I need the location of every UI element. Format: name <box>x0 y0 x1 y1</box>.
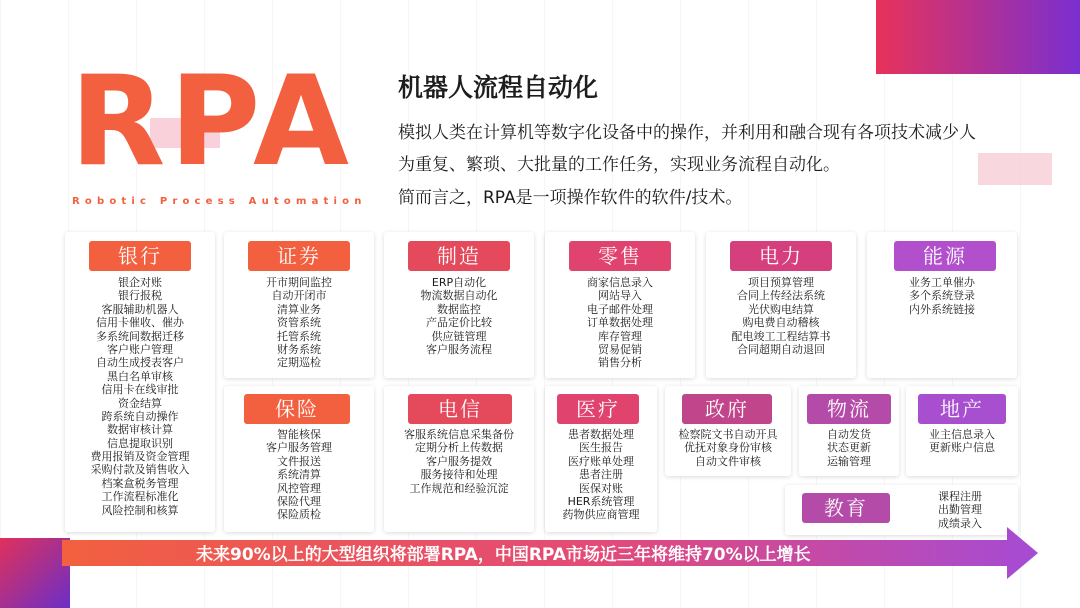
list-item: ERP自动化 <box>431 276 487 289</box>
item-list <box>545 276 695 370</box>
corner-gradient-top-right <box>876 0 1080 74</box>
rpa-logo-text: RPA <box>70 50 353 194</box>
list-item: 内外系统链接 <box>909 302 975 316</box>
page-title: 机器人流程自动化 <box>398 73 599 102</box>
list-item: 供应链管理 <box>431 329 487 343</box>
card-title: 教育 <box>802 493 890 523</box>
list-item: 药物供应商管理 <box>562 508 640 522</box>
item-list <box>224 428 374 522</box>
list-item: 物流数据自动化 <box>420 289 498 303</box>
list-item: 服务接待和处理 <box>420 468 498 482</box>
intro-line-3: 简而言之，RPA是一项操作软件的软件/技术。 <box>398 188 743 208</box>
item-list <box>224 276 374 370</box>
card-title: 物流 <box>807 394 891 424</box>
list-item: 自动发货 <box>827 428 871 441</box>
list-item: 医疗账单处理 <box>568 454 634 468</box>
list-item: 检察院文书自动开具 <box>678 428 778 441</box>
card-title: 银行 <box>89 241 191 271</box>
intro-line-1: 模拟人类在计算机等数字化设备中的操作，并利用和融合现有各项技术减少人 <box>398 123 976 143</box>
item-list <box>867 276 1017 316</box>
item-list <box>665 428 791 468</box>
card-power <box>706 232 856 378</box>
list-item: 银行报税 <box>118 289 162 303</box>
list-item: 患者注册 <box>579 468 623 482</box>
card-bank <box>65 232 215 532</box>
card-title: 政府 <box>682 394 772 424</box>
list-item: 优抚对象身份审核 <box>684 441 772 455</box>
pink-accent-block <box>978 153 1052 185</box>
list-item: 系统清算 <box>277 468 321 482</box>
list-item: 合同超期自动退回 <box>737 342 825 356</box>
footer-statement: 未来90%以上的大型组织将部署RPA，中国RPA市场近三年将维持70%以上增长 <box>196 545 811 565</box>
list-item: 出勤管理 <box>938 503 982 517</box>
list-item: 自动开闭市 <box>271 289 327 303</box>
list-item: HER系统管理 <box>567 494 635 508</box>
list-item: 客户服务流程 <box>426 342 492 356</box>
card-medical <box>545 386 657 532</box>
list-item: 网站导入 <box>598 289 642 303</box>
list-item: 客户服务管理 <box>266 441 332 455</box>
list-item: 库存管理 <box>598 329 642 343</box>
list-item: 客户账户管理 <box>107 342 173 356</box>
list-item: 客服辅助机器人 <box>101 302 179 316</box>
list-item: 信息提取识别 <box>107 436 173 450</box>
card-title: 医疗 <box>557 394 639 424</box>
list-item: 资管系统 <box>277 316 321 330</box>
item-list <box>920 490 1000 530</box>
list-item: 档案盒税务管理 <box>101 476 179 490</box>
list-item: 医保对账 <box>579 481 623 495</box>
list-item: 配电竣工工程结算书 <box>731 329 831 343</box>
list-item: 信用卡催收、催办 <box>96 316 184 330</box>
card-title: 地产 <box>918 394 1006 424</box>
card-title: 证券 <box>248 241 350 271</box>
list-item: 自动生成授表客户 <box>96 356 184 370</box>
list-item: 自动文件审核 <box>695 454 761 468</box>
card-telecom <box>384 386 534 532</box>
card-title: 能源 <box>894 241 996 271</box>
list-item: 客户服务提效 <box>426 454 492 468</box>
list-item: 跨系统自动操作 <box>101 409 179 423</box>
list-item: 文件报送 <box>277 454 321 468</box>
list-item: 购电费自动稽核 <box>742 316 820 330</box>
list-item: 工作规范和经验沉淀 <box>409 481 509 495</box>
list-item: 医生报告 <box>579 441 623 455</box>
list-item: 成绩录入 <box>938 516 982 530</box>
card-securities <box>224 232 374 378</box>
item-list <box>384 276 534 356</box>
list-item: 托管系统 <box>277 329 321 343</box>
list-item: 课程注册 <box>938 490 982 503</box>
item-list <box>706 276 856 356</box>
list-item: 黑白名单审核 <box>107 369 173 383</box>
card-title: 保险 <box>244 394 350 424</box>
list-item: 状态更新 <box>827 441 871 455</box>
list-item: 工作流程标准化 <box>101 490 179 504</box>
list-item: 多系统间数据迁移 <box>96 329 184 343</box>
list-item: 保险质检 <box>277 508 321 522</box>
list-item: 商家信息录入 <box>587 276 653 289</box>
list-item: 定期巡检 <box>277 356 321 370</box>
list-item: 资金结算 <box>118 396 162 410</box>
list-item: 信用卡在线审批 <box>101 383 179 397</box>
list-item: 采购付款及销售收入 <box>90 463 190 477</box>
list-item: 定期分析上传数据 <box>415 441 503 455</box>
card-logistics <box>799 386 899 476</box>
card-title: 制造 <box>408 241 510 271</box>
list-item: 合同上传经法系统 <box>737 289 825 303</box>
card-government <box>665 386 791 476</box>
list-item: 贸易促销 <box>598 342 642 356</box>
item-list <box>384 428 534 495</box>
list-item: 财务系统 <box>277 342 321 356</box>
list-item: 电子邮件处理 <box>587 302 653 316</box>
list-item: 更新账户信息 <box>929 441 995 455</box>
list-item: 开市期间监控 <box>266 276 332 289</box>
card-insurance <box>224 386 374 532</box>
item-list <box>906 428 1018 455</box>
list-item: 患者数据处理 <box>568 428 634 441</box>
intro-line-2: 为重复、繁琐、大批量的工作任务，实现业务流程自动化。 <box>398 155 840 175</box>
corner-gradient-bottom-left <box>0 538 70 608</box>
list-item: 数据监控 <box>437 302 481 316</box>
item-list <box>545 428 657 522</box>
list-item: 风险控制和核算 <box>101 503 179 517</box>
card-manufacturing <box>384 232 534 378</box>
card-energy <box>867 232 1017 378</box>
list-item: 业主信息录入 <box>929 428 995 441</box>
list-item: 智能核保 <box>277 428 321 441</box>
list-item: 运输管理 <box>827 454 871 468</box>
list-item: 银企对账 <box>118 276 162 289</box>
card-retail <box>545 232 695 378</box>
card-title: 零售 <box>569 241 671 271</box>
item-list <box>799 428 899 468</box>
list-item: 数据审核计算 <box>107 423 173 437</box>
list-item: 销售分析 <box>598 356 642 370</box>
card-title: 电信 <box>408 394 512 424</box>
list-item: 光伏购电结算 <box>748 302 814 316</box>
list-item: 费用报销及资金管理 <box>90 450 190 464</box>
list-item: 多个系统登录 <box>909 289 975 303</box>
list-item: 风控管理 <box>277 481 321 495</box>
item-list <box>65 276 215 517</box>
list-item: 业务工单催办 <box>909 276 975 289</box>
card-title: 电力 <box>730 241 832 271</box>
list-item: 客服系统信息采集备份 <box>404 428 514 441</box>
list-item: 清算业务 <box>277 302 321 316</box>
list-item: 项目预算管理 <box>748 276 814 289</box>
list-item: 订单数据处理 <box>587 316 653 330</box>
list-item: 产品定价比较 <box>426 316 492 330</box>
rpa-logo-subtitle: Robotic Process Automation <box>72 196 367 207</box>
card-realestate <box>906 386 1018 476</box>
list-item: 保险代理 <box>277 494 321 508</box>
